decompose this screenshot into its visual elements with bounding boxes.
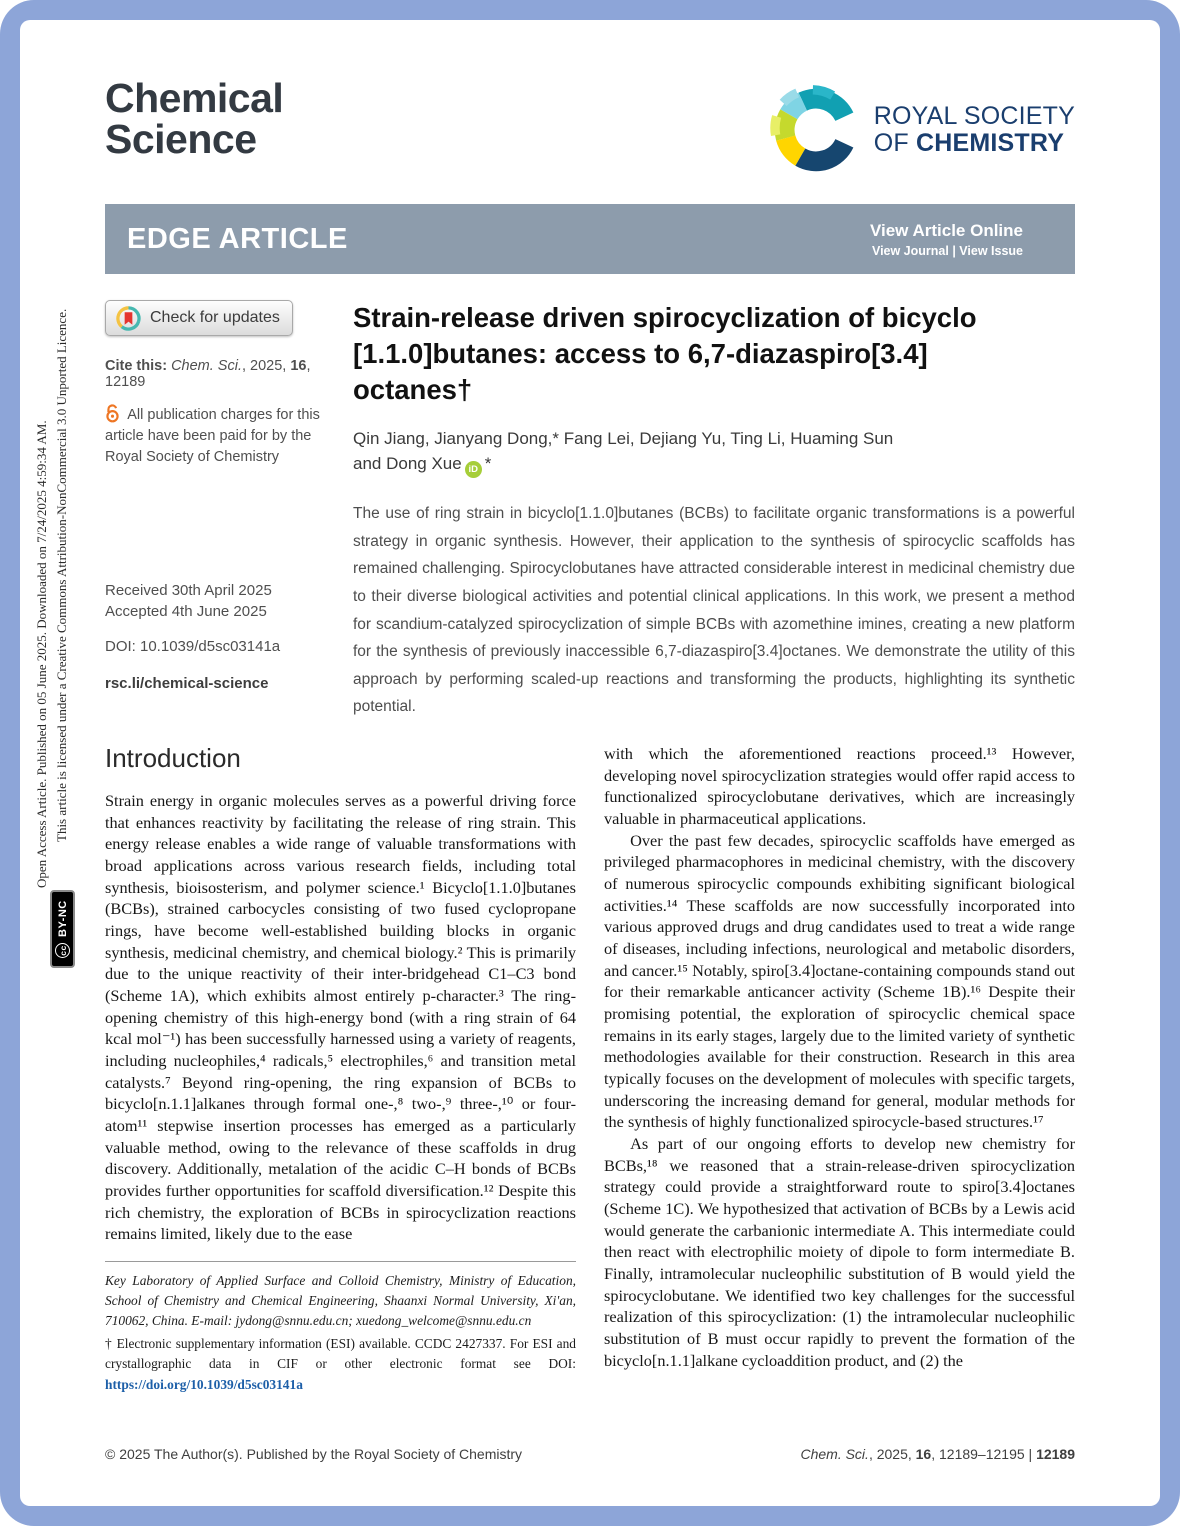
intro-paragraph-2: with which the aforementioned reactions proceed.¹³ However, developing novel spirocyclization strategies would offer rapid access to functionalized spirocyclobutane derivatives, which are increasingly valuable in pharmaceutical applications.: [604, 743, 1075, 828]
footer-citation: Chem. Sci., 2025, 16, 12189–12195 | 12189: [800, 1446, 1075, 1462]
view-issue-link[interactable]: View Issue: [959, 243, 1023, 258]
rsc-logo: [768, 82, 1075, 178]
doi-line: DOI: 10.1039/d5sc03141a: [105, 638, 281, 656]
journal-title-line2: Science: [105, 116, 257, 162]
article-title-line1: Strain-release driven spirocyclization of bicyclo: [353, 302, 977, 333]
article-type-banner: [105, 204, 1075, 274]
crossmark-icon: [116, 306, 141, 331]
article-header-main: [353, 300, 1075, 721]
open-access-note-text: All publication charges for this article have been paid for by the Royal Society of Chemistry: [105, 407, 320, 466]
article-type-label: EDGE ARTICLE: [127, 222, 348, 255]
rsc-logo-text: [874, 103, 1075, 158]
author-list-line1: Qin Jiang, Jianyang Dong,* Fang Lei, Dejiang Yu, Ting Li, Huaming Sun: [353, 429, 894, 449]
intro-paragraph-3: Over the past few decades, spirocyclic scaffolds have emerged as privileged pharmacophores in medicinal chemistry, with the discovery of numerous spirocyclic compounds exhibiting significant biological activities.¹⁴ These scaffolds are now successfully incorporated into various approved drugs and drug candidates used to treat a wide range of diseases, including infections, neurological and metabolic disorders, and cancer.¹⁵ Notably, spiro[3.4]octane-containing compounds stand out for their remarkable anticancer activity (Scheme 1B).¹⁶ Despite their promising potential, the exploration of spirocyclic chemical space remains in its early stages, largely due to the limited variety of synthetic methodologies available for their construction. Research in this area typically focuses on the development of molecules with specific targets, underscoring the increasing demand for general, modular methods for the synthesis of highly functionalized spirocycle-based structures.¹⁷: [604, 830, 1075, 1132]
affiliation-footnote: Key Laboratory of Applied Surface and Colloid Chemistry, Ministry of Education, School of Chemistry and Chemical Engineering, Shaanxi Normal University, Xi'an, 710062, China. E-mail: jydong@snnu.edu.cn; xuedong_welcome@snnu.edu.cn: [105, 1273, 576, 1329]
view-links-separator: |: [948, 243, 960, 258]
journal-title-line1: Chemical: [105, 75, 284, 121]
received-accepted-dates: [105, 580, 335, 622]
intro-paragraph-1: Strain energy in organic molecules serves as a powerful driving force that enhances reactivity by facilitating the release of ring strain. This energy release enables a wide range of valuable transformations with broad applications across various research fields, including total synthesis, bioisosterism, and polymer science.¹ Bicyclo[1.1.0]butanes (BCBs), strained carbocycles consisting of two fused cyclopropane rings, have become well-established building blocks in organic synthesis, medicinal chemistry, and chemical biology.² This is primarily due to the unique reactivity of their inter-bridgehead C1–C3 bond (Scheme 1A), which exhibits almost entirely p-character.³ The ring-opening chemistry of this high-energy bond (with a ring strain of 64 kcal mol⁻¹) has been successfully harnessed using a variety of reagents, including nucleophiles,⁴ radicals,⁵ electrophiles,⁶ and transition metal catalysts.⁷ Beyond ring-opening, the ring expansion of BCBs to bicyclo[n.1.1]alkanes through formal one-,⁸ two-,⁹ three-,¹⁰ or four-atom¹¹ stepwise insertion processes has emerged as a particularly valuable method, owing to the relevance of these scaffolds in drug discovery. Additionally, metalation of the acidic C–H bonds of BCBs provides further opportunities for scaffold diversification.¹² Despite this rich chemistry, the exploration of BCBs in spirocyclization reactions remains limited, likely due to the ease: [105, 790, 576, 1244]
rsc-c-mark-icon: [768, 82, 864, 178]
article-title: [353, 300, 1075, 407]
cc-by-nc-badge[interactable]: [50, 890, 75, 968]
page-sheet: [20, 20, 1160, 1506]
cc-license-label: BY-NC: [56, 900, 69, 937]
journal-site-link[interactable]: rsc.li/chemical-science: [105, 675, 269, 693]
article-title-line2: [1.1.0]butanes: access to 6,7-diazaspiro[3.4]: [353, 337, 928, 369]
body-column-right: [604, 743, 1075, 1395]
author-list: [353, 427, 1075, 478]
introduction-heading: Introduction: [105, 742, 241, 773]
cc-icon: cc: [55, 943, 70, 958]
check-for-updates-button[interactable]: [105, 300, 293, 336]
page-footer: [105, 1446, 1075, 1462]
copyright-notice: © 2025 The Author(s). Published by the Royal Society of Chemistry: [105, 1446, 523, 1462]
open-access-lock-icon: [105, 404, 120, 423]
esi-footnote: † Electronic supplementary information (ESI) available. CCDC 2427337. For ESI and crystallographic data in CIF or other electronic format see DOI: https://doi.org/10.1039/d5sc03141a: [105, 1336, 576, 1392]
open-access-note: [105, 404, 335, 468]
orcid-icon[interactable]: iD: [465, 461, 482, 478]
body-column-left: [105, 743, 576, 1395]
rsc-logo-line2: OF CHEMISTRY: [873, 129, 1065, 157]
article-title-line3: octanes†: [353, 373, 473, 405]
intro-paragraph-4: As part of our ongoing efforts to develop new chemistry for BCBs,¹⁸ we reasoned that a strain-release-driven spirocyclization strategy could provide a straightforward route to spiro[3.4]octanes (Scheme 1C). We hypothesized that activation of BCBs by a Lewis acid would generate the carbanionic intermediate A. This intermediate could then react with electrophilic moiety of dipole to form intermediate B. Finally, intramolecular nucleophilic substitution of B would yield the spirocyclobutane. We identified two key challenges for the successful realization of this spirocyclization: (1) the intramolecular nucleophilic substitution of B must occur rapidly to prevent the formation of the bicyclo[n.1.1]alkane cycloaddition product, and (2) the: [604, 1134, 1075, 1370]
journal-title: [105, 75, 284, 162]
accepted-date: Accepted 4th June 2025: [105, 603, 267, 621]
open-access-notice-vertical: Open Access Article. Published on 05 June 2025. Downloaded on 7/24/2025 4:59:34 AM.: [34, 420, 49, 888]
masthead: [105, 75, 1075, 178]
licence-notice-vertical: This article is licensed under a Creative Commons Attribution-NonCommercial 3.0 Unported Licence.: [54, 308, 69, 842]
footnote-block: [105, 1261, 576, 1395]
cite-this-line: Cite this: Chem. Sci., 2025, 16, 12189: [105, 358, 311, 390]
view-journal-link[interactable]: View Journal: [871, 243, 949, 258]
author-list-line2: and Dong Xue iD *: [353, 452, 1075, 478]
article-meta-sidebar: [105, 300, 335, 721]
rsc-logo-line1: ROYAL SOCIETY: [873, 101, 1075, 130]
esi-doi-link[interactable]: https://doi.org/10.1039/d5sc03141a: [105, 1376, 303, 1392]
view-article-online-link[interactable]: View Article Online: [869, 220, 1023, 240]
check-for-updates-label: Check for updates: [150, 309, 280, 326]
abstract-text: The use of ring strain in bicyclo[1.1.0]butanes (BCBs) to facilitate organic transformations is a powerful strategy in organic synthesis. However, their application to the synthesis of spirocyclic scaffolds has remained challenging. Spirocyclobutanes have attracted considerable interest in medicinal chemistry due to their diverse biological activities and potential clinical applications. In this work, we present a method for scandium-catalyzed spirocyclization of simple BCBs with azomethine imines, creating a new platform for the synthesis of previously inaccessible 6,7-diazaspiro[3.4]octanes. We demonstrate the utility of this approach by performing scaled-up reactions and transforming the products, highlighting its synthetic potential.: [353, 505, 1075, 716]
received-date: Received 30th April 2025: [105, 582, 272, 600]
